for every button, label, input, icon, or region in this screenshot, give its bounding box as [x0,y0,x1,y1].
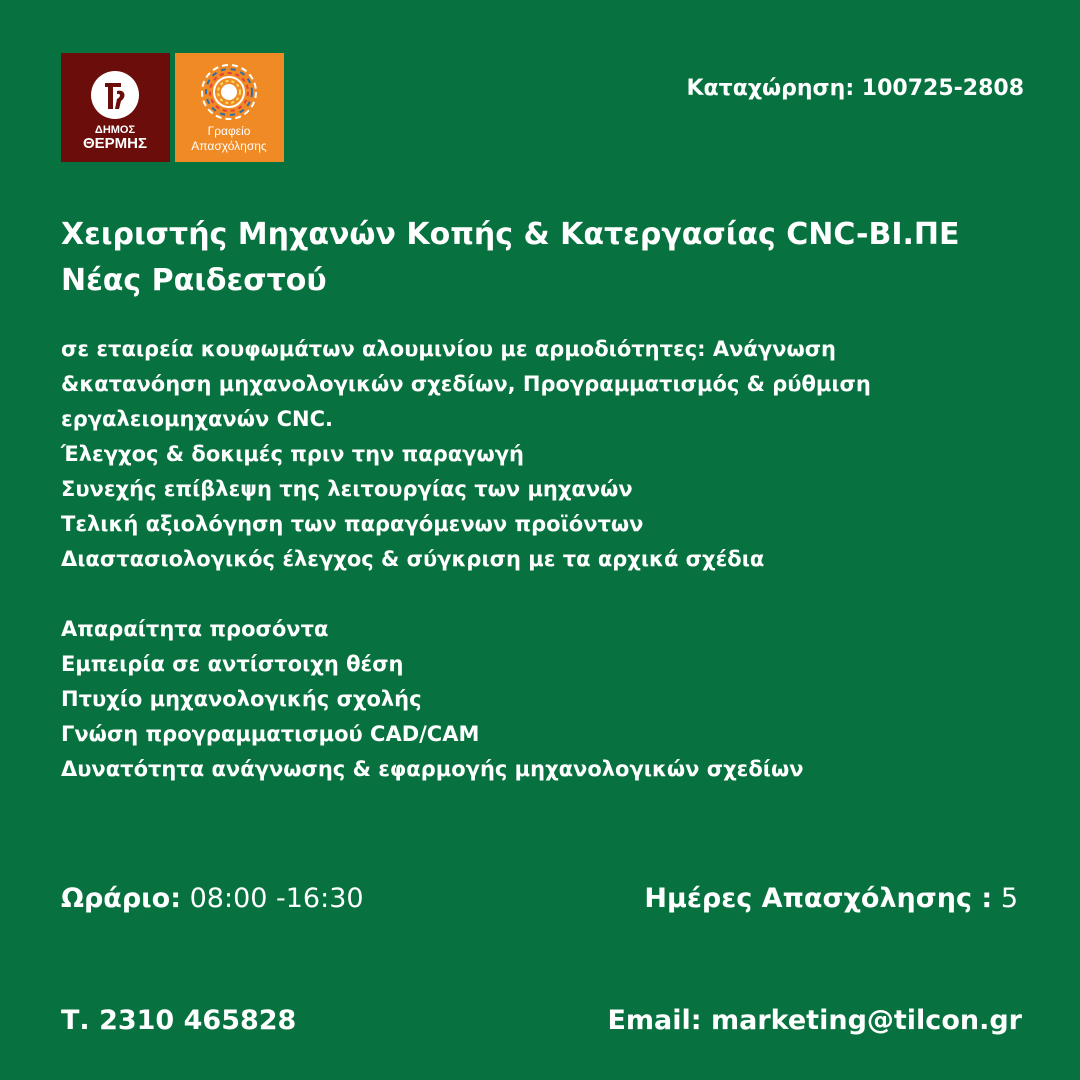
description-line: Τελική αξιολόγηση των παραγόμενων προϊόντων [61,512,644,536]
municipality-emblem-icon [61,53,170,162]
municipality-text-bottom: ΘΕΡΜΗΣ [82,135,148,152]
office-text-top: Γραφείο [207,124,251,138]
requirement-item: Δυνατότητα ανάγνωσης & εφαρμογής μηχανολογικών σχεδίων [61,757,804,781]
description-line: Συνεχής επίβλεψη της λειτουργίας των μηχανών [61,477,633,501]
job-title-line-1: Χειριστής Μηχανών Κοπής & Κατεργασίας CNC-ΒΙ.ΠΕ [61,217,960,252]
office-text-bottom: Απασχόλησης [191,139,267,153]
working-hours-label: Ωράριο: [61,883,182,914]
working-days [644,883,1018,914]
description-line: σε εταιρεία κουφωμάτων αλουμινίου με αρμοδιότητες: Ανάγνωση [61,337,837,361]
email-address: Email: marketing@tilcon.gr [607,1005,1022,1036]
requirement-item: Πτυχίο μηχανολογικής σχολής [61,687,422,711]
requirement-item: Εμπειρία σε αντίστοιχη θέση [61,652,404,676]
municipality-logo [61,53,170,162]
registration-number: Καταχώρηση: 100725-2808 [686,76,1024,101]
description-line: Έλεγχος & δοκιμές πριν την παραγωγή [61,442,524,466]
job-title-line-2: Νέας Ραιδεστού [61,263,327,298]
requirements-heading: Απαραίτητα προσόντα [61,617,329,641]
description-line: &κατανόηση μηχανολογικών σχεδίων, Προγραμματισμός & ρύθμιση [61,372,871,396]
municipality-text-top: ΔΗΜΟΣ [94,124,136,136]
job-description [61,332,1041,787]
phone-number: Τ. 2310 465828 [61,1005,297,1036]
working-days-label: Ημέρες Απασχόλησης : [644,883,993,914]
employment-office-emblem-icon [175,53,284,162]
job-title [61,212,1041,304]
working-hours-value: 08:00 -16:30 [181,883,364,914]
employment-office-logo [175,53,284,162]
description-line: εργαλειομηχανών CNC. [61,407,333,431]
working-days-value: 5 [992,883,1018,914]
section-spacer [61,577,1041,612]
requirement-item: Γνώση προγραμματισμού CAD/CAM [61,722,480,746]
working-hours [61,883,364,914]
description-line: Διαστασιολογικός έλεγχος & σύγκριση με τα αρχικά σχέδια [61,547,765,571]
